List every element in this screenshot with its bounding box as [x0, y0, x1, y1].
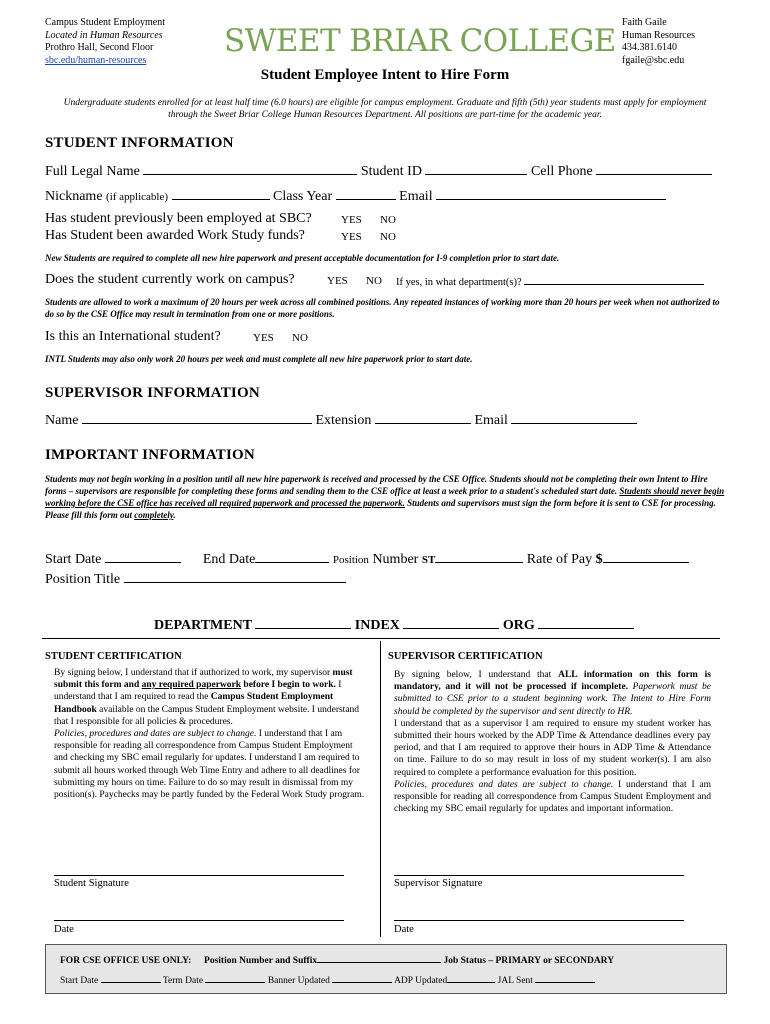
supervisor-cert-text: By signing below, I understand that ALL information on this form is mandatory, and it will not be processed if incomplete. Paperwork must be submitted to CSE prior to a student beginning work. The Intent to Hire Form should be completed by the supervisor and sent directly to HR. I understand that as a supervisor I am required to ensure my student worker has submitted their hours worked by the ADP Time & Attendance deadlines every pay period, and that I am required to approve their hours in ADP Time & Attendance on time. Failure to do so may result in loss of my student worker(s). I am also required to complete a performance evaluation for this position. Policies, procedures and dates are subject to change. I understand that I am responsible for reading all correspondence from Campus Student Employment and checking my SBC email regularly for updates and important information. [394, 670, 711, 815]
end-date-label: End Date [202, 552, 256, 567]
student-cert-text: By signing below, I understand that if authorized to work, my supervisor must submit this form and any required paperwork before I begin to work. I understand that I am required to read the Campus Student Employment Handbook available on the Campus Student Employment website. I understand that I responsible for all policies & procedures. Policies, procedures and dates are subject to change. I understand that I am responsible for reading all correspondence from Campus Student Employment and checking my SBC email regularly for updates. I understand I am required to submit all hours worked through Web Time Entry and adhere to all deadlines for submitting my hours on time. Failure to do so may result in dismissal from my position(s). Paychecks may be partly funded by the Federal Work Study program. [54, 668, 365, 801]
student-id-label: Student ID [360, 164, 422, 179]
international-no[interactable]: NO [292, 332, 308, 344]
supervisor-extension-field[interactable] [375, 411, 471, 424]
hr-website-link[interactable]: sbc.edu/human-resources [45, 54, 147, 66]
contact-name: Faith Gaile [622, 17, 667, 28]
index-label: INDEX [354, 618, 400, 633]
department-question-row [396, 274, 704, 288]
job-status-label: Job Status – PRIMARY or SECONDARY [443, 956, 615, 966]
position-number-suffix-label: Position Number and Suffix [204, 956, 318, 966]
work-on-campus-no[interactable]: NO [366, 275, 382, 287]
supervisor-name-field[interactable] [82, 411, 312, 424]
supervisor-email-label: Email [474, 413, 508, 428]
student-info-heading: STUDENT INFORMATION [45, 135, 234, 151]
form-title: Student Employee Intent to Hire Form [260, 67, 510, 83]
position-number-field[interactable] [435, 550, 523, 563]
class-year-field[interactable] [336, 187, 396, 200]
full-legal-name-field[interactable] [143, 162, 357, 175]
college-logo: SWEET BRIAR COLLEGE [224, 23, 616, 59]
student-cert-heading: STUDENT CERTIFICATION [45, 651, 182, 662]
dollar-sign: $ [595, 552, 603, 567]
intro-text: Undergraduate students enrolled for at least half time (6.0 hours) are eligible for campus employment. Graduate and fifth (5th) year students must apply for employment through the Sweet Briar College Human Resources Department. All positions are part-time for the academic year. [63, 98, 707, 120]
rate-of-pay-field[interactable] [603, 550, 689, 563]
jal-sent-field[interactable] [535, 973, 595, 983]
cse-term-date-label: Term Date [162, 976, 204, 986]
work-study-yes[interactable]: YES [341, 231, 362, 243]
student-date-line[interactable] [54, 920, 344, 921]
cell-phone-label: Cell Phone [530, 164, 593, 179]
student-date-label: Date [54, 924, 74, 935]
student-email-field[interactable] [436, 187, 666, 200]
q-previously-employed: Has student previously been employed at SBC? [45, 211, 312, 226]
rate-of-pay-label: Rate of Pay [526, 552, 593, 567]
cse-start-date-field[interactable] [101, 973, 161, 983]
cse-row-1 [60, 953, 614, 966]
intl-note: INTL Students may also only work 20 hours per week and must complete all new hire paperwork prior to start date. [45, 354, 473, 364]
full-legal-name-label: Full Legal Name [45, 164, 140, 179]
certification-top-rule [42, 638, 720, 639]
handbook-title: Campus Student Employment Handbook [54, 692, 334, 715]
start-date-label: Start Date [45, 552, 102, 567]
position-word-label: Position [332, 554, 369, 566]
certification-divider [380, 641, 381, 937]
important-info-text: Students may not begin working in a position until all new hire paperwork is received and processed by the CSE Office. Students should not be completing their own Intent to Hire forms – supervisors are responsible for completing these forms and sending them to the CSE office at least a week prior to a student's scheduled start date. Students should never begin working before the CSE office has received all required paperwork and processed the paperwork. Students and supervisors must sign the form before it is sent to CSE for processing. Please fill this form out completely. [45, 474, 725, 520]
header-left-block [45, 17, 165, 67]
new-students-note: New Students are required to complete all new hire paperwork and present acceptable documentation for I-9 completion prior to start date. [45, 253, 560, 263]
supervisor-info-heading: SUPERVISOR INFORMATION [45, 385, 260, 401]
number-word-label: Number [372, 552, 419, 567]
org-field[interactable] [538, 616, 634, 629]
position-row-1 [45, 550, 689, 568]
banner-updated-label: Banner Updated [267, 976, 330, 986]
class-year-label: Class Year [273, 189, 333, 204]
international-yes[interactable]: YES [253, 332, 274, 344]
adp-updated-field[interactable] [447, 973, 495, 983]
start-date-field[interactable] [105, 550, 181, 563]
position-title-label: Position Title [45, 572, 121, 587]
nickname-field[interactable] [172, 187, 270, 200]
work-study-no[interactable]: NO [380, 231, 396, 243]
previously-employed-yes[interactable]: YES [341, 214, 362, 226]
cse-term-date-field[interactable] [205, 973, 265, 983]
cse-building: Prothro Hall, Second Floor [45, 42, 154, 53]
position-row-2 [45, 570, 346, 588]
supervisor-name-label: Name [45, 413, 79, 428]
org-label: ORG [502, 618, 535, 633]
if-yes-department-label: If yes, in what department(s)? [396, 277, 522, 288]
student-id-field[interactable] [425, 162, 527, 175]
student-email-label: Email [399, 189, 433, 204]
adp-updated-label: ADP Updated [394, 976, 448, 986]
q-work-study: Has Student been awarded Work Study funds? [45, 228, 305, 243]
nickname-qualifier: (if applicable) [106, 191, 169, 203]
department-label: DEPARTMENT [154, 618, 252, 633]
supervisor-email-field[interactable] [511, 411, 637, 424]
index-field[interactable] [403, 616, 499, 629]
position-title-field[interactable] [124, 570, 346, 583]
student-row-1 [45, 162, 712, 180]
important-info-heading: IMPORTANT INFORMATION [45, 447, 255, 463]
important-info-underlined: Students should never begin working before the CSE office has received all required paperwork and processed the paperwork. [45, 486, 725, 508]
end-date-field[interactable] [255, 550, 329, 563]
supervisor-date-line[interactable] [394, 920, 684, 921]
contact-email: fgaile@sbc.edu [622, 54, 685, 66]
supervisor-cert-heading: SUPERVISOR CERTIFICATION [388, 651, 543, 662]
for-cse-label: FOR CSE OFFICE USE ONLY: [60, 956, 192, 966]
q-work-on-campus: Does the student currently work on campus? [45, 272, 295, 287]
work-on-campus-yes[interactable]: YES [327, 275, 348, 287]
position-number-suffix-field[interactable] [317, 953, 441, 963]
supervisor-row [45, 411, 637, 429]
supervisor-extension-label: Extension [315, 413, 372, 428]
supervisor-signature-line[interactable] [394, 875, 684, 876]
previously-employed-no[interactable]: NO [380, 214, 396, 226]
max-hours-note: Students are allowed to work a maximum of 20 hours per week across all combined positions. Any repeated instances of working more than 20 hours per week when not authorized to do so by the CSE Office may result in termination from one or more positions. [45, 297, 720, 319]
cse-start-date-label: Start Date [60, 976, 99, 986]
contact-dept: Human Resources [622, 29, 696, 41]
student-row-2 [45, 187, 666, 205]
cse-location: Located in Human Resources [45, 29, 163, 41]
header-right-block [622, 17, 695, 67]
accounting-row [154, 616, 634, 634]
banner-updated-field[interactable] [332, 973, 392, 983]
cell-phone-field[interactable] [596, 162, 712, 175]
supervisor-signature-label: Supervisor Signature [394, 878, 483, 889]
cse-office-name: Campus Student Employment [45, 17, 165, 28]
student-signature-label: Student Signature [54, 878, 129, 889]
contact-phone: 434.381.6140 [622, 42, 677, 53]
st-prefix: ST [421, 554, 436, 566]
q-international: Is this an International student? [45, 329, 221, 344]
student-signature-line[interactable] [54, 875, 344, 876]
important-info-completely: completely [134, 510, 174, 520]
nickname-label: Nickname [45, 189, 103, 204]
current-department-field[interactable] [524, 274, 704, 285]
department-field[interactable] [255, 616, 351, 629]
cse-row-2 [60, 973, 595, 986]
jal-sent-label: JAL Sent [497, 976, 533, 986]
supervisor-date-label: Date [394, 924, 414, 935]
cse-office-use-box [45, 944, 727, 994]
